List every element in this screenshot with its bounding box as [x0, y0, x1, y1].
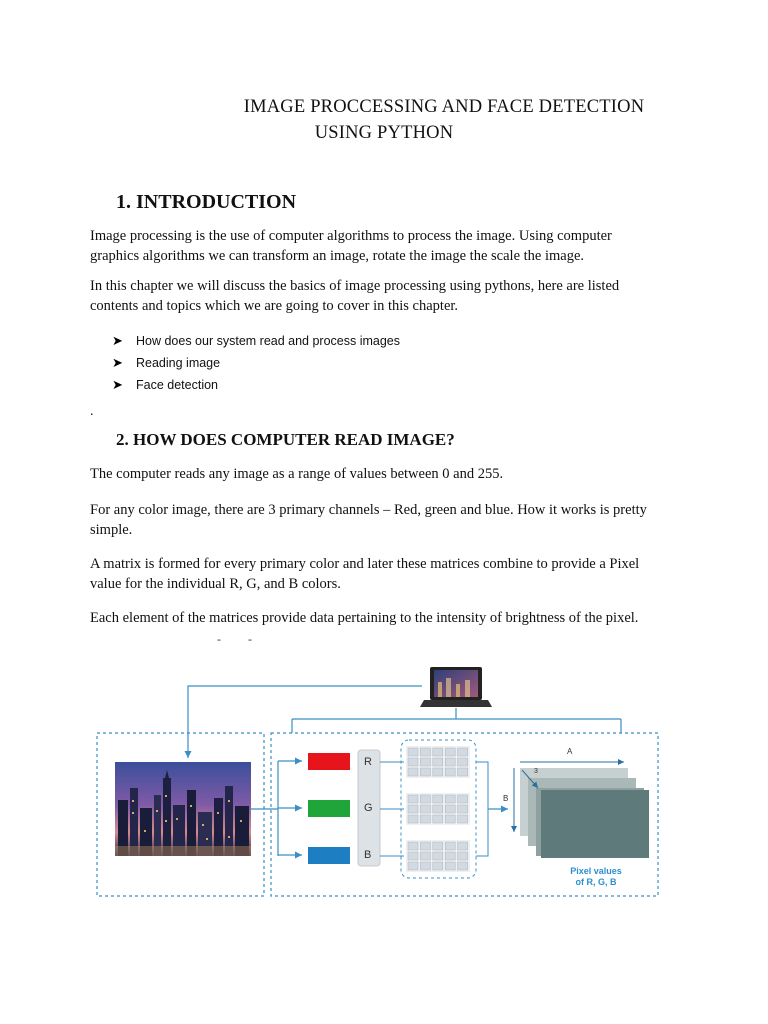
- matrix-cell: [458, 758, 468, 766]
- matrix-cell: [433, 862, 443, 870]
- matrix-cell: [445, 758, 455, 766]
- matrix-cell: [458, 842, 468, 850]
- matrix-cell: [445, 852, 455, 860]
- matrix-cell: [408, 852, 418, 860]
- section-2-paragraph-1: The computer reads any image as a range of values between 0 and 255.: [90, 466, 504, 482]
- matrix-cell: [420, 862, 430, 870]
- arrow-bullet-icon: ➤: [112, 355, 123, 370]
- channel-label-g: G: [364, 802, 373, 814]
- intro-paragraph-1-line-1: Image processing is the use of computer algorithms to process the image. Using computer: [90, 228, 612, 244]
- channel-label-r: R: [364, 756, 372, 768]
- matrix-cell: [445, 842, 455, 850]
- matrix-cell: [420, 852, 430, 860]
- intro-paragraph-2-line-2: contents and topics which we are going to cover in this chapter.: [90, 298, 459, 314]
- matrix-cell: [420, 758, 430, 766]
- matrix-cell: [420, 795, 430, 803]
- matrix-cell: [433, 758, 443, 766]
- arrow-bullet-icon: ➤: [112, 377, 123, 392]
- matrix-cell: [408, 805, 418, 813]
- matrix-cell: [445, 795, 455, 803]
- section-2-paragraph-3-line-2: value for the individual R, G, and B colors.: [90, 576, 341, 592]
- section-1-heading: 1. INTRODUCTION: [116, 191, 297, 213]
- section-2-paragraph-3-line-1: A matrix is formed for every primary color and later these matrices combine to provide a Pixel: [90, 556, 640, 572]
- matrix-cell: [433, 748, 443, 756]
- section-2-heading: 2. HOW DOES COMPUTER READ IMAGE?: [116, 430, 455, 449]
- list-item: ➤ Face detection: [112, 374, 400, 396]
- matrix-cell: [408, 815, 418, 823]
- green-channel-bar: [308, 800, 350, 817]
- pixel-values-caption: Pixel values of R, G, B: [570, 866, 622, 887]
- title-line-2: USING PYTHON: [314, 123, 454, 143]
- matrix-cell: [445, 815, 455, 823]
- matrix-cell: [458, 862, 468, 870]
- matrix-cell: [458, 815, 468, 823]
- matrix-cell: [433, 795, 443, 803]
- pixel-layer-stack: [520, 768, 649, 858]
- matrix-cell: [458, 805, 468, 813]
- matrix-cell: [433, 768, 443, 776]
- laptop-to-image-line: [188, 686, 422, 758]
- matrix-cell: [408, 768, 418, 776]
- list-item: ➤ Reading image: [112, 352, 400, 374]
- intro-paragraph-2-line-1: In this chapter we will discuss the basics of image processing using pythons, here are listed: [90, 278, 620, 294]
- matrix-cell: [433, 815, 443, 823]
- list-item: ➤ How does our system read and process images: [112, 330, 400, 352]
- matrix-cell: [408, 862, 418, 870]
- matrix-cell: [408, 795, 418, 803]
- section-2-paragraph-2-line-2: simple.: [90, 522, 133, 538]
- city-photo: [115, 762, 251, 856]
- matrix-cell: [420, 842, 430, 850]
- title-line-1: IMAGE PROCCESSING AND FACE DETECTION: [243, 97, 645, 117]
- section-2-paragraph-4: Each element of the matrices provide data pertaining to the intensity of brightness of the pixel.: [90, 610, 639, 626]
- matrix-cell: [458, 795, 468, 803]
- blue-channel-bar: [308, 847, 350, 864]
- matrix-cell: [408, 758, 418, 766]
- matrix-cell: [458, 768, 468, 776]
- matrix-cell: [445, 862, 455, 870]
- matrix-cell: [458, 852, 468, 860]
- laptop-icon: [420, 667, 492, 707]
- dash-mark: -: [248, 632, 252, 646]
- channel-label-b: B: [364, 849, 372, 861]
- matrix-cell: [420, 815, 430, 823]
- matrix-cell: [420, 748, 430, 756]
- matrix-cell: [433, 805, 443, 813]
- red-channel-bar: [308, 753, 350, 770]
- dash-mark: -: [217, 632, 221, 646]
- intro-paragraph-1-line-2: graphics algorithms we can transform an image, rotate the image the scale the image.: [90, 248, 585, 264]
- matrix-cell: [408, 842, 418, 850]
- depth-label: 3: [534, 768, 538, 775]
- axis-a-label: A: [567, 747, 573, 756]
- section-2-paragraph-2-line-1: For any color image, there are 3 primary channels – Red, green and blue. How it works is pretty: [90, 502, 647, 518]
- matrix-cell: [420, 805, 430, 813]
- matrix-cell: [445, 805, 455, 813]
- matrix-cell: [458, 748, 468, 756]
- matrix-cell: [420, 768, 430, 776]
- matrix-cell: [433, 852, 443, 860]
- axis-b-label: B: [503, 794, 509, 803]
- matrix-cell: [433, 842, 443, 850]
- stray-dot: .: [90, 404, 94, 419]
- matrix-cell: [445, 748, 455, 756]
- arrow-bullet-icon: ➤: [112, 333, 123, 348]
- matrix-cell: [445, 768, 455, 776]
- matrix-cell: [408, 748, 418, 756]
